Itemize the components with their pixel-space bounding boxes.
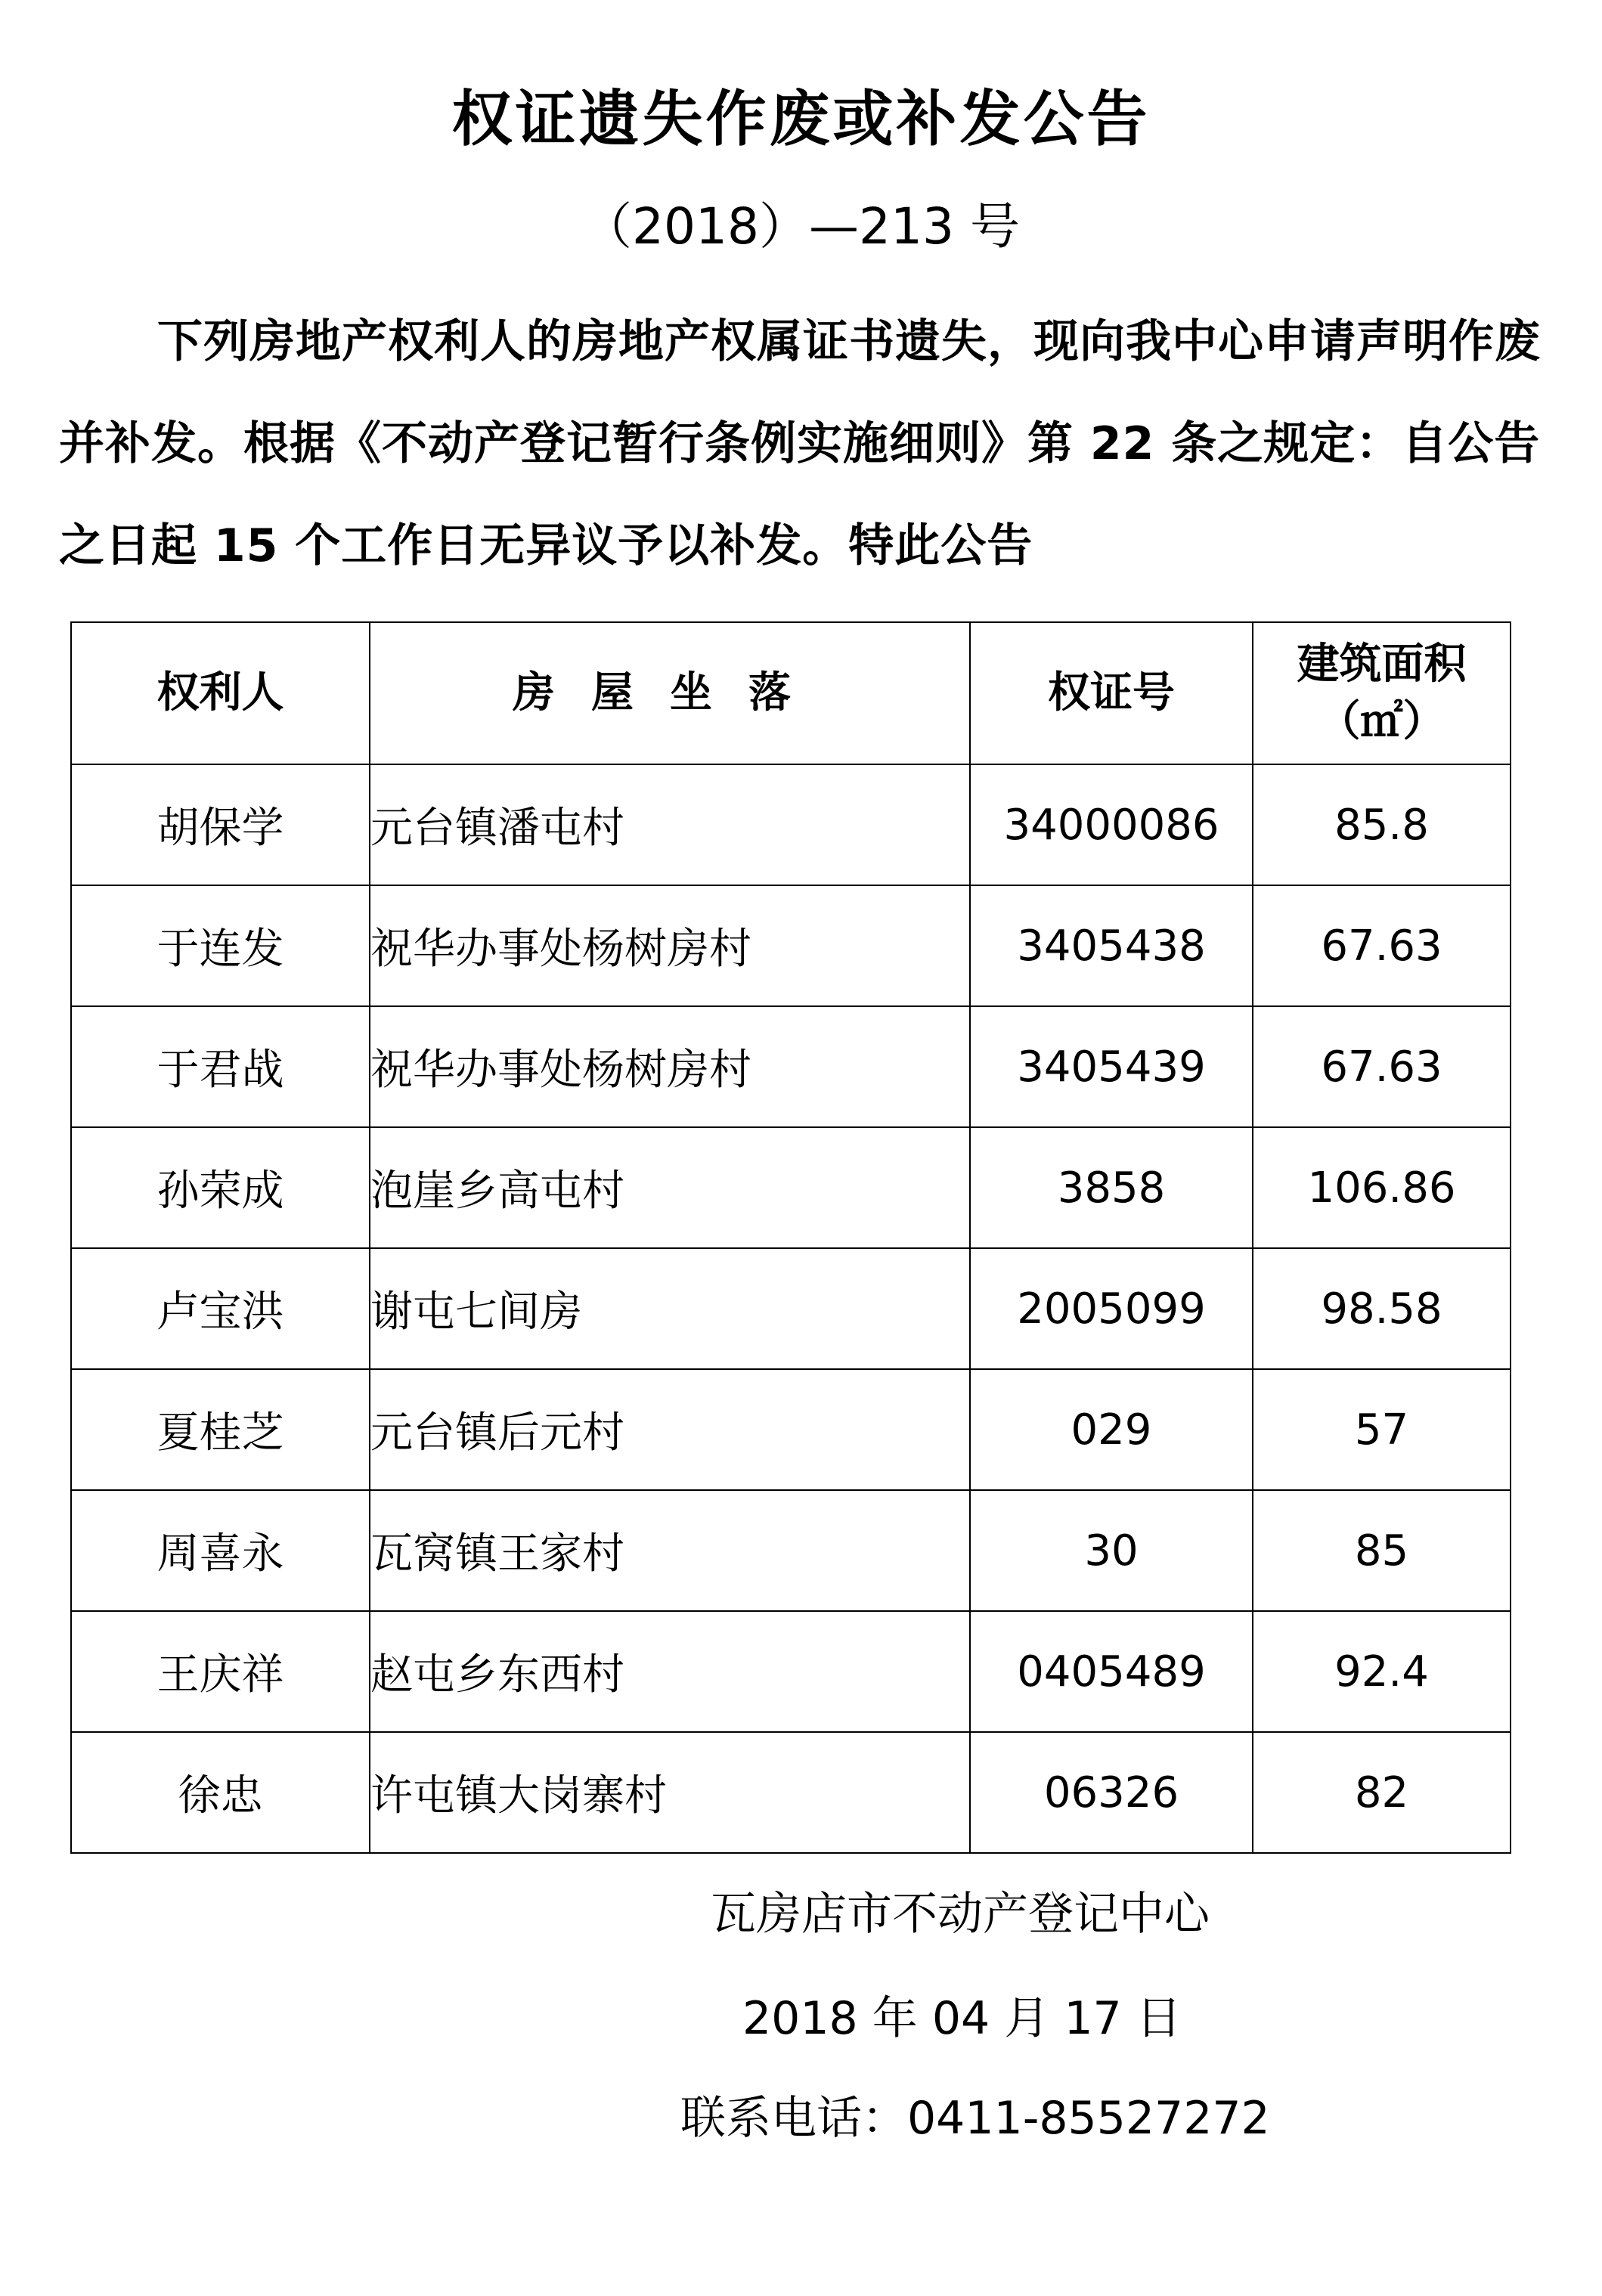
table-row [71, 764, 1511, 885]
location-cell: 许屯镇大岗寨村 [370, 1732, 970, 1853]
header-owner: 权利人 [71, 622, 370, 764]
table-row [71, 1127, 1511, 1248]
header-cert: 权证号 [970, 622, 1253, 764]
cert-cell: 3858 [970, 1127, 1253, 1248]
announcement-body: 下列房地产权利人的房地产权属证书遗失，现向我中心申请声明作废并补发。根据《不动产登记暂行条例实施细则》第 22 条之规定：自公告之日起 15 个工作日无异议予以补发。特此公告 [59, 315, 1541, 572]
area-cell: 82 [1253, 1732, 1511, 1853]
area-cell: 67.63 [1253, 885, 1511, 1006]
issue-date: 2018 年 04 月 17 日 [742, 1992, 1182, 2045]
header-area-label: 建筑面积 [1297, 640, 1467, 689]
contact-phone: 联系电话：0411-85527272 [680, 2092, 1270, 2145]
owner-cell: 卢宝洪 [71, 1248, 370, 1369]
cert-cell: 30 [970, 1490, 1253, 1611]
location-cell: 祝华办事处杨树房村 [370, 885, 970, 1006]
owner-cell: 胡保学 [71, 764, 370, 885]
area-cell: 57 [1253, 1369, 1511, 1490]
owner-cell: 王庆祥 [71, 1611, 370, 1732]
location-cell: 瓦窝镇王家村 [370, 1490, 970, 1611]
records-table [70, 621, 1511, 1854]
location-cell: 元台镇潘屯村 [370, 764, 970, 885]
area-cell: 106.86 [1253, 1127, 1511, 1248]
table-row [71, 1732, 1511, 1853]
page-title: 权证遗失作废或补发公告 [451, 84, 1151, 154]
area-cell: 92.4 [1253, 1611, 1511, 1732]
table-row [71, 1369, 1511, 1490]
owner-cell: 孙荣成 [71, 1127, 370, 1248]
area-cell: 98.58 [1253, 1248, 1511, 1369]
header-area [1253, 622, 1511, 764]
cert-cell: 3405439 [970, 1006, 1253, 1127]
cert-cell: 3405438 [970, 885, 1253, 1006]
issuing-agency: 瓦房店市不动产登记中心 [711, 1888, 1210, 1941]
header-location: 房屋坐落 [370, 622, 970, 764]
location-cell: 泡崖乡高屯村 [370, 1127, 970, 1248]
cert-cell: 06326 [970, 1732, 1253, 1853]
cert-cell: 2005099 [970, 1248, 1253, 1369]
location-cell: 赵屯乡东西村 [370, 1611, 970, 1732]
cert-cell: 34000086 [970, 764, 1253, 885]
table-row [71, 1611, 1511, 1732]
table-row [71, 1490, 1511, 1611]
owner-cell: 夏桂芝 [71, 1369, 370, 1490]
table-row [71, 885, 1511, 1006]
table-row [71, 1006, 1511, 1127]
header-area-unit: （㎡） [1318, 697, 1446, 746]
owner-cell: 周喜永 [71, 1490, 370, 1611]
table-row [71, 1248, 1511, 1369]
area-cell: 85 [1253, 1490, 1511, 1611]
location-cell: 元台镇后元村 [370, 1369, 970, 1490]
area-cell: 67.63 [1253, 1006, 1511, 1127]
cert-cell: 029 [970, 1369, 1253, 1490]
location-cell: 祝华办事处杨树房村 [370, 1006, 970, 1127]
owner-cell: 于君战 [71, 1006, 370, 1127]
cert-cell: 0405489 [970, 1611, 1253, 1732]
owner-cell: 徐忠 [71, 1732, 370, 1853]
table-header-row [71, 622, 1511, 764]
records-body [71, 764, 1511, 1853]
area-cell: 85.8 [1253, 764, 1511, 885]
owner-cell: 于连发 [71, 885, 370, 1006]
document-number: （2018）—213 号 [582, 197, 1020, 256]
location-cell: 谢屯七间房 [370, 1248, 970, 1369]
